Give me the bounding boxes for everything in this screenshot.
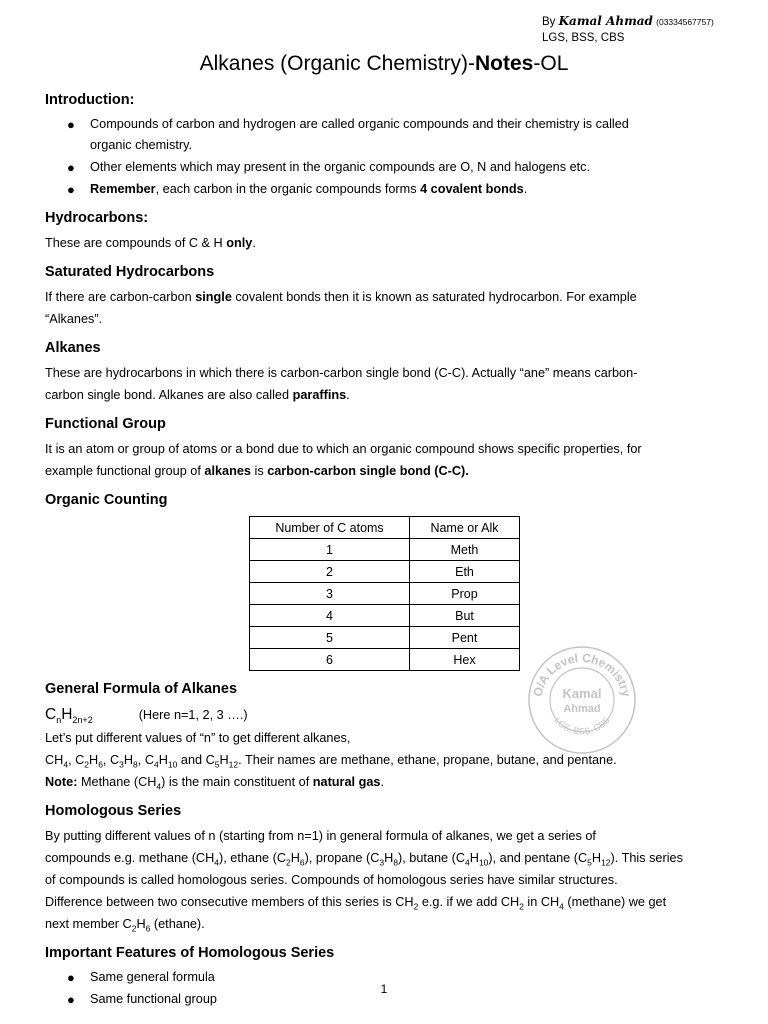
alkanes-t1: These are hydrocarbons in which there is carbon-carbon single bond (C-C). Actually “ane” means carbon- bbox=[45, 366, 638, 380]
table-cell: Eth bbox=[410, 561, 520, 583]
functional-t2: example functional group of bbox=[45, 464, 205, 478]
bullet-icon: ● bbox=[67, 160, 75, 175]
intro-b3-bold1: Remember bbox=[90, 182, 156, 196]
stamp-center2: Ahmad bbox=[563, 703, 601, 715]
organic-counting-table bbox=[249, 516, 520, 671]
byline-prefix: By bbox=[542, 16, 556, 28]
homologous-text: By putting different values of n (starting from n=1) in general formula of alkanes, we get a series of compounds e.g. methane $(CH_4)$, ethane $(C_2H_6)$, propane $(C_3H_8)$, butane $(C_4H_{10})$, and pentane $(C_5H_{12})$. This series of compounds is called homologous series. Compounds of homologous series have similar structures. Difference between two consecutive members of this series is $CH_2$ e.g. if we add $CH_2$ in $CH_4$ (methane) we get next member $C_2H_6$ (ethane). bbox=[45, 829, 683, 934]
table-cell: 1 bbox=[250, 539, 410, 561]
page-title bbox=[0, 50, 768, 78]
table-row bbox=[250, 539, 520, 561]
heading-features: Important Features of Homologous Series bbox=[45, 945, 335, 961]
table-cell: Hex bbox=[410, 649, 520, 671]
intro-b3-bold2: 4 covalent bonds bbox=[420, 182, 524, 196]
table-header-row bbox=[250, 517, 520, 539]
hydrocarbons-t: These are compounds of C & H bbox=[45, 236, 227, 250]
title-suffix: -OL bbox=[533, 52, 569, 75]
author-name: Kamal Ahmad bbox=[558, 14, 653, 28]
heading-hydrocarbons: Hydrocarbons: bbox=[45, 210, 149, 226]
note-t2: ) is the main constituent of bbox=[161, 775, 313, 789]
table-cell: 2 bbox=[250, 561, 410, 583]
alkanes-t2: carbon single bond. Alkanes are also called bbox=[45, 388, 293, 402]
table-row bbox=[250, 605, 520, 627]
functional-text bbox=[45, 438, 725, 482]
alkanes-end: . bbox=[346, 388, 350, 402]
intro-b3-mid: , each carbon in the organic compounds forms bbox=[155, 182, 421, 196]
general-note: Note: Methane $(CH_4)$ is the main constituent of natural gas. bbox=[45, 775, 384, 792]
table-cell: 6 bbox=[250, 649, 410, 671]
saturated-t2: covalent bonds then it is known as saturated hydrocarbon. For example bbox=[231, 290, 637, 304]
hydrocarbons-bold: only bbox=[226, 236, 253, 250]
intro-b1b: organic chemistry. bbox=[90, 138, 193, 152]
svg-text:LGS, BSS, CBS bbox=[552, 715, 611, 736]
table-row bbox=[250, 583, 520, 605]
heading-alkanes: Alkanes bbox=[45, 340, 101, 356]
intro-list bbox=[45, 114, 725, 200]
hydrocarbons-end: . bbox=[252, 236, 256, 250]
table-cell: 5 bbox=[250, 627, 410, 649]
table-cell: Pent bbox=[410, 627, 520, 649]
feature-item: Same functional group bbox=[90, 992, 217, 1006]
heading-general-formula: General Formula of Alkanes bbox=[45, 681, 238, 697]
page-number: 1 bbox=[380, 982, 388, 996]
table-cell: 3 bbox=[250, 583, 410, 605]
homologous-l4d: (methane) we get bbox=[563, 895, 667, 909]
alkanes-text bbox=[45, 362, 725, 406]
table-cell: Prop bbox=[410, 583, 520, 605]
bullet-icon: ● bbox=[67, 970, 75, 985]
intro-b1: Compounds of carbon and hydrogen are called organic compounds and their chemistry is called bbox=[90, 117, 629, 131]
watermark-stamp bbox=[527, 645, 637, 755]
general-text-2: $CH_4$, $C_2H_6$, $C_3H_8$, $C_4H_{10}$ and $C_5H_{12}$. Their names are methane, ethane, propane, butane, and pentane. bbox=[45, 753, 617, 770]
title-bold: Notes bbox=[475, 52, 534, 75]
stamp-bottom: LGS, BSS, CBS bbox=[552, 715, 612, 737]
homologous-l4a: Difference between two consecutive members of this series is CH bbox=[45, 895, 414, 909]
bullet-icon: ● bbox=[67, 182, 75, 197]
heading-homologous-series: Homologous Series bbox=[45, 803, 182, 819]
author-byline bbox=[542, 13, 714, 46]
saturated-t3: “Alkanes”. bbox=[45, 312, 103, 326]
list-item bbox=[45, 157, 725, 178]
hydrocarbons-text bbox=[45, 232, 725, 254]
general-text-1: Let’s put different values of “n” to get different alkanes, bbox=[45, 731, 351, 745]
table-row bbox=[250, 627, 520, 649]
formula-h: H bbox=[61, 706, 73, 723]
table-row bbox=[250, 561, 520, 583]
table-header-cell: Name or Alk bbox=[410, 517, 520, 539]
formula-sub: 2n+2 bbox=[72, 715, 93, 726]
homologous-l4b: e.g. if we add CH bbox=[418, 895, 520, 909]
saturated-bold: single bbox=[195, 290, 232, 304]
functional-t1: It is an atom or group of atoms or a bond due to which an organic compound shows specific properties, for bbox=[45, 442, 642, 456]
saturated-text bbox=[45, 286, 725, 330]
table-cell: Meth bbox=[410, 539, 520, 561]
table-cell: But bbox=[410, 605, 520, 627]
general-t2-end: . Their names are methane, ethane, propane, butane, and pentane. bbox=[238, 753, 617, 767]
content bbox=[45, 90, 725, 1011]
functional-bold2: carbon-carbon single bond (C-C). bbox=[267, 464, 469, 478]
homologous-l5a: next member C bbox=[45, 917, 132, 931]
bullet-icon: ● bbox=[67, 117, 75, 132]
intro-b2: Other elements which may present in the organic compounds are O, N and halogens etc. bbox=[90, 160, 591, 174]
homologous-l1: By putting different values of n (starting from n=1) in general formula of alkanes, we get a series of bbox=[45, 829, 596, 843]
homologous-l4c: in CH bbox=[523, 895, 560, 909]
table-row bbox=[250, 649, 520, 671]
homologous-l5b: (ethane). bbox=[150, 917, 205, 931]
list-item bbox=[45, 179, 725, 200]
alkanes-bold: paraffins bbox=[292, 388, 347, 402]
functional-mid: is bbox=[250, 464, 268, 478]
formula-note: (Here n=1, 2, 3 ….) bbox=[138, 708, 248, 722]
stamp-ring-text: O/A Level Chemistry bbox=[530, 650, 634, 699]
heading-functional-group: Functional Group bbox=[45, 416, 166, 432]
feature-item: Same general formula bbox=[90, 970, 215, 984]
homologous-l3: of compounds is called homologous series. Compounds of homologous series have similar structures. bbox=[45, 873, 618, 887]
table-header-cell: Number of C atoms bbox=[250, 517, 410, 539]
saturated-t1: If there are carbon-carbon bbox=[45, 290, 196, 304]
stamp-center1: Kamal bbox=[562, 686, 602, 701]
functional-bold1: alkanes bbox=[204, 464, 251, 478]
formula-c: C bbox=[45, 706, 57, 723]
heading-introduction: Introduction: bbox=[45, 92, 135, 108]
table-cell: 4 bbox=[250, 605, 410, 627]
note-end: . bbox=[380, 775, 384, 789]
formula-n: n bbox=[56, 715, 62, 726]
heading-organic-counting: Organic Counting bbox=[45, 492, 168, 508]
note-bold: natural gas bbox=[312, 775, 381, 789]
title-main: Alkanes (Organic Chemistry)- bbox=[199, 52, 476, 75]
heading-saturated: Saturated Hydrocarbons bbox=[45, 264, 215, 280]
intro-b3-end: . bbox=[523, 182, 528, 196]
list-item bbox=[45, 114, 725, 156]
bullet-icon: ● bbox=[67, 992, 75, 1007]
author-schools: LGS, BSS, CBS bbox=[542, 32, 625, 44]
note-label: Note: bbox=[45, 775, 78, 789]
author-phone: (03334567757) bbox=[656, 17, 714, 27]
note-t: Methane (CH bbox=[77, 775, 157, 789]
